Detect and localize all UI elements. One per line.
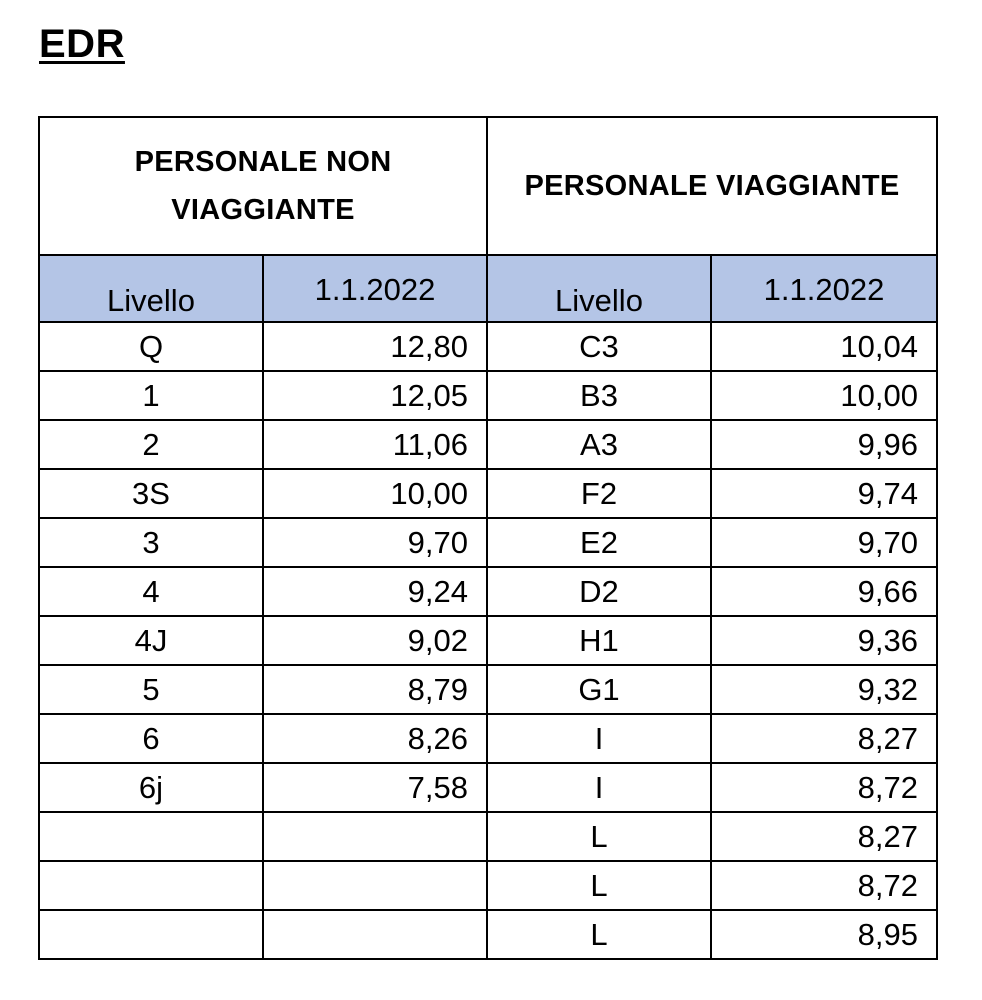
table-row: [39, 665, 937, 714]
table-row: [39, 616, 937, 665]
nv-level-cell: 3: [39, 518, 263, 567]
nv-level-cell: 1: [39, 371, 263, 420]
table-row: [39, 420, 937, 469]
nv-level-cell: 6j: [39, 763, 263, 812]
nv-value-cell: [263, 861, 487, 910]
nv-value-cell: 9,24: [263, 567, 487, 616]
column-header-nv-level: Livello: [39, 255, 263, 322]
nv-value-cell: 11,06: [263, 420, 487, 469]
v-level-cell: L: [487, 861, 711, 910]
column-header-v-date: 1.1.2022: [711, 255, 937, 322]
v-value-cell: 8,72: [711, 861, 937, 910]
v-value-cell: 10,04: [711, 322, 937, 371]
group-header-viaggiante: PERSONALE VIAGGIANTE: [487, 117, 937, 255]
v-value-cell: 9,74: [711, 469, 937, 518]
v-value-cell: 9,36: [711, 616, 937, 665]
nv-level-cell: 3S: [39, 469, 263, 518]
table-row: [39, 469, 937, 518]
column-header-nv-date: 1.1.2022: [263, 255, 487, 322]
v-level-cell: F2: [487, 469, 711, 518]
v-level-cell: I: [487, 763, 711, 812]
table-row: [39, 714, 937, 763]
nv-value-cell: [263, 812, 487, 861]
nv-level-cell: 5: [39, 665, 263, 714]
v-level-cell: L: [487, 812, 711, 861]
v-value-cell: 9,32: [711, 665, 937, 714]
table-row: [39, 812, 937, 861]
table-row: [39, 518, 937, 567]
nv-value-cell: 9,70: [263, 518, 487, 567]
nv-level-cell: 4: [39, 567, 263, 616]
v-level-cell: H1: [487, 616, 711, 665]
v-level-cell: A3: [487, 420, 711, 469]
table-row: [39, 567, 937, 616]
group-header-non-viaggiante: PERSONALE NON VIAGGIANTE: [39, 117, 487, 255]
nv-level-cell: 6: [39, 714, 263, 763]
v-level-cell: E2: [487, 518, 711, 567]
nv-level-cell: [39, 861, 263, 910]
nv-value-cell: 12,80: [263, 322, 487, 371]
v-level-cell: D2: [487, 567, 711, 616]
table-row: [39, 763, 937, 812]
nv-level-cell: Q: [39, 322, 263, 371]
nv-level-cell: 2: [39, 420, 263, 469]
nv-level-cell: [39, 812, 263, 861]
v-level-cell: G1: [487, 665, 711, 714]
document-title: EDR: [39, 22, 125, 66]
nv-value-cell: 8,79: [263, 665, 487, 714]
table-row: [39, 910, 937, 959]
nv-value-cell: 8,26: [263, 714, 487, 763]
nv-level-cell: [39, 910, 263, 959]
v-value-cell: 8,27: [711, 714, 937, 763]
v-value-cell: 9,70: [711, 518, 937, 567]
v-value-cell: 8,95: [711, 910, 937, 959]
table-row: [39, 322, 937, 371]
v-value-cell: 10,00: [711, 371, 937, 420]
v-level-cell: B3: [487, 371, 711, 420]
nv-value-cell: 7,58: [263, 763, 487, 812]
nv-level-cell: 4J: [39, 616, 263, 665]
v-value-cell: 9,66: [711, 567, 937, 616]
table-row: [39, 371, 937, 420]
v-level-cell: I: [487, 714, 711, 763]
group-header-row: [39, 117, 937, 255]
nv-value-cell: 9,02: [263, 616, 487, 665]
nv-value-cell: 12,05: [263, 371, 487, 420]
v-value-cell: 9,96: [711, 420, 937, 469]
v-level-cell: C3: [487, 322, 711, 371]
v-value-cell: 8,72: [711, 763, 937, 812]
column-header-v-level: Livello: [487, 255, 711, 322]
edr-table: [38, 116, 938, 960]
v-level-cell: L: [487, 910, 711, 959]
nv-value-cell: [263, 910, 487, 959]
v-value-cell: 8,27: [711, 812, 937, 861]
nv-value-cell: 10,00: [263, 469, 487, 518]
table-row: [39, 861, 937, 910]
column-header-row: [39, 255, 937, 322]
